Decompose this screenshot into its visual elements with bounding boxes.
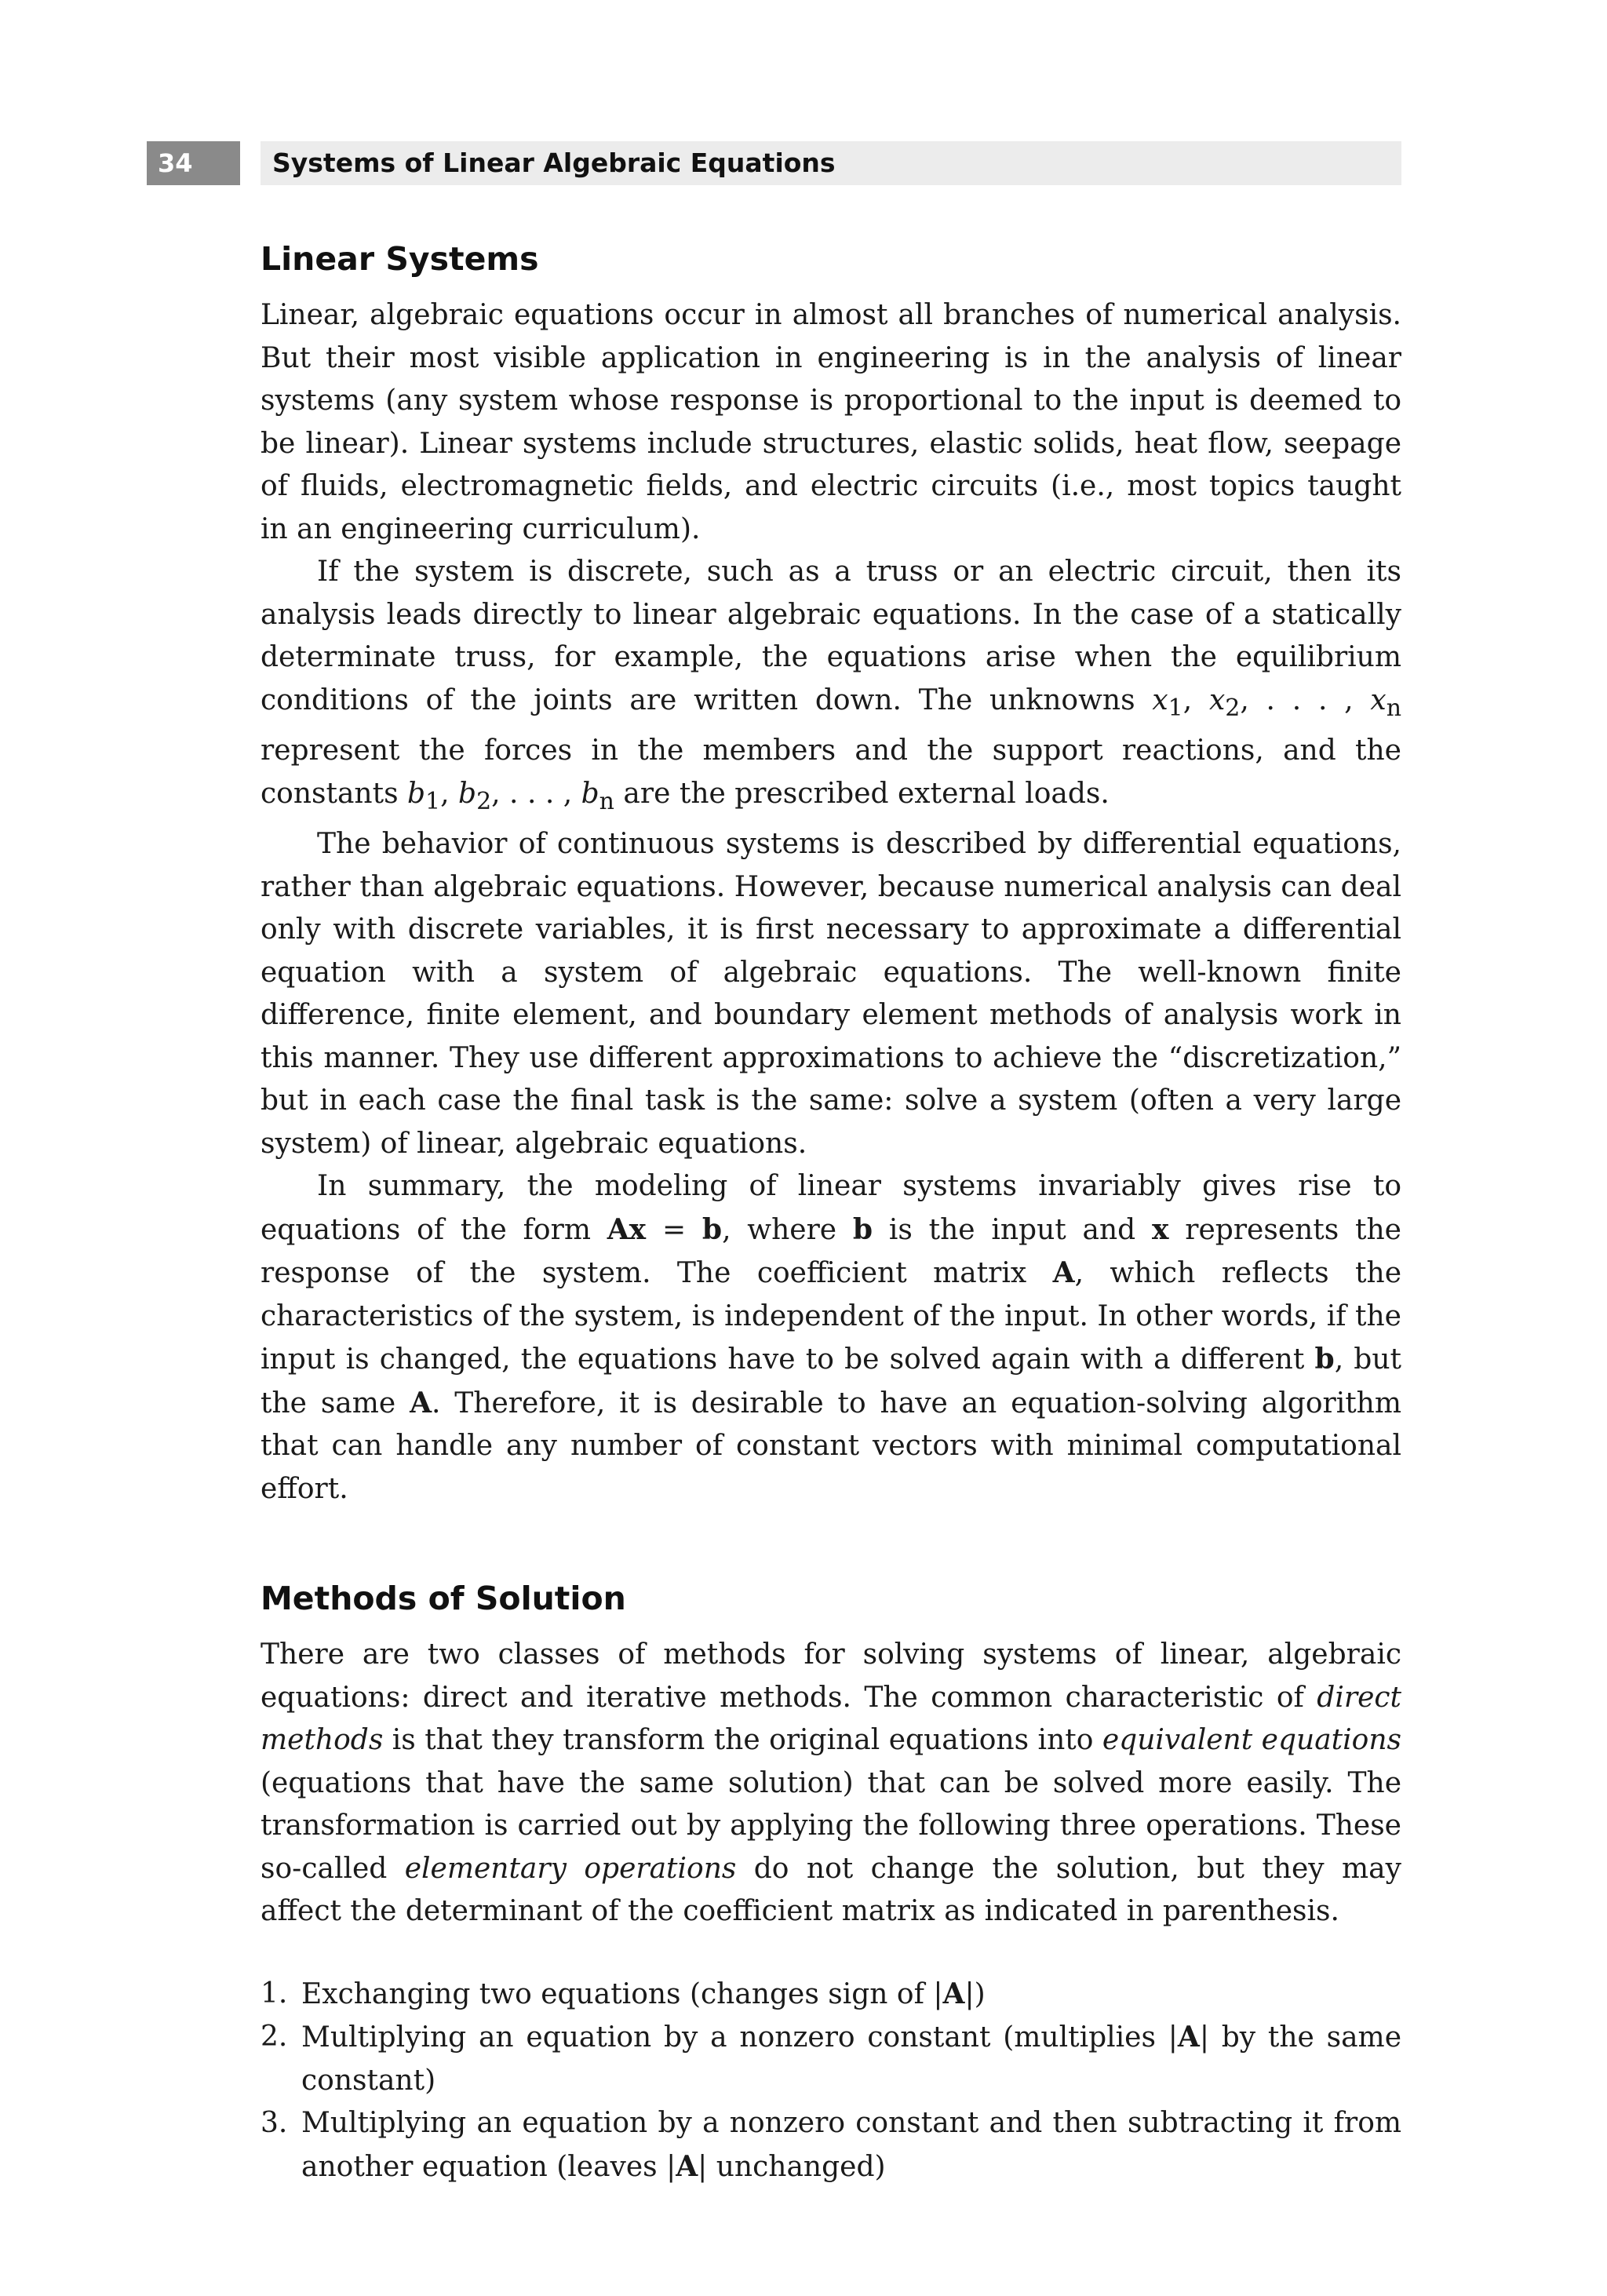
text-run: Exchanging two equations (changes sign of | — [301, 1977, 943, 2010]
math-bold: b — [701, 1212, 723, 1246]
text-run: , which reflects the characteristics of the system, is independent of the input. In other words, if the input is changed, the equations have to be solved again with a different — [261, 1257, 1401, 1376]
math-var: b — [407, 777, 426, 810]
math-bold: A — [1052, 1256, 1075, 1290]
list-number: 3. — [261, 2107, 288, 2140]
text-run: There are two classes of methods for solving systems of linear, algebraic equations: direct and iterative methods. The common characteristic of — [261, 1638, 1401, 1714]
math-sep: , — [440, 777, 459, 810]
math-sub: n — [599, 787, 614, 815]
paragraph-methods-intro — [261, 1634, 1401, 1933]
text-run: are the prescribed external loads. — [614, 777, 1110, 810]
paragraph-discrete-systems — [261, 551, 1401, 823]
section-heading-methods-of-solution: Methods of Solution — [261, 1580, 626, 1618]
math-bold: b — [852, 1212, 873, 1246]
text-run: , where — [722, 1213, 853, 1246]
text-run: Multiplying an equation by a nonzero constant and then subtracting it from another equation (leaves | — [301, 2107, 1401, 2183]
math-sub: 1 — [1168, 694, 1183, 722]
text-run: | unchanged) — [698, 2150, 886, 2183]
list-item — [261, 2016, 1401, 2102]
math-sub: 2 — [476, 787, 492, 815]
page-body — [261, 232, 1401, 2188]
math-sub: 2 — [1225, 694, 1241, 722]
math-bold: x — [1152, 1212, 1169, 1246]
section-heading-linear-systems: Linear Systems — [261, 240, 539, 278]
math-bold: A — [942, 1977, 965, 2010]
text-run: . Therefore, it is desirable to have an equation-solving algorithm that can handle any number of constant vectors with minimal computational effort. — [261, 1387, 1401, 1505]
math-var: x — [1370, 683, 1387, 716]
math-var: b — [581, 777, 599, 810]
text-run: represents the response of the system. The coefficient matrix — [261, 1213, 1401, 1290]
text-run: do not change the solution, but they may affect the determinant of the coefficient matrix as indicated in parenthesis. — [261, 1852, 1401, 1928]
math-bold: A — [676, 2149, 698, 2183]
math-ellipsis: , . . . , — [1240, 683, 1371, 716]
math-sub: 1 — [425, 787, 441, 815]
text-run: , but the same — [261, 1343, 1401, 1420]
list-item — [261, 2102, 1401, 2188]
text-run: represent the forces in the members and the support reactions, and the constants — [261, 734, 1401, 810]
math-bold: A — [1177, 2021, 1200, 2054]
list-number: 2. — [261, 2021, 288, 2054]
math-var: x — [1208, 683, 1226, 716]
math-eq: = — [646, 1213, 702, 1246]
text-run: |) — [964, 1977, 986, 2010]
emphasis: elementary operations — [404, 1852, 737, 1885]
math-var: b — [458, 777, 477, 810]
text-run: Multiplying an equation by a nonzero constant (multiplies | — [301, 2021, 1178, 2054]
emphasis: direct methods — [261, 1681, 1401, 1757]
list-item — [261, 1973, 1401, 2017]
emphasis: equivalent equations — [1102, 1724, 1401, 1757]
math-bold: Ax — [607, 1212, 647, 1246]
math-bold: b — [1314, 1343, 1335, 1376]
text-run: In summary, the modeling of linear systems invariably gives rise to equations of the form — [261, 1170, 1401, 1246]
math-bold: A — [410, 1386, 432, 1420]
math-var: x — [1152, 683, 1168, 716]
running-title: Systems of Linear Algebraic Equations — [261, 141, 1401, 185]
math-sep: , — [1182, 683, 1209, 716]
paragraph-continuous-systems: The behavior of continuous systems is described by differential equations, rather than algebraic equations. However, because numerical analysis can deal only with discrete variables, it is first necessary to approximate a differential equation with a system of algebraic equations. The well-known finite difference, finite element, and boundary element methods of analysis work in this manner. They use different approximations to achieve the “discretization,” but in each case the final task is the same: solve a system (often a very large system) of linear, algebraic equations. — [261, 828, 1401, 1160]
paragraph-summary — [261, 1165, 1401, 1511]
text-run: (equations that have the same solution) that can be solved more easily. The transformation is carried out by applying the following three operations. These so-called — [261, 1766, 1401, 1885]
math-ellipsis: , . . . , — [491, 777, 581, 810]
math-sub: n — [1386, 694, 1402, 722]
elementary-operations-list — [261, 1973, 1401, 2189]
text-run: | by the same constant) — [301, 2021, 1401, 2097]
paragraph-intro: Linear, algebraic equations occur in almost all branches of numerical analysis. But their most visible application in engineering is in the analysis of linear systems (any system whose response is proportional to the input is deemed to be linear). Linear systems include structures, elastic solids, heat flow, seepage of fluids, electromagnetic fields, and electric circuits (i.e., most topics taught in an engineering curriculum). — [261, 299, 1401, 545]
text-run: If the system is discrete, such as a truss or an electric circuit, then its analysis leads directly to linear algebraic equations. In the case of a statically determinate truss, for example, the equations arise when the equilibrium conditions of the joints are written down. The unknowns — [261, 556, 1401, 716]
text-run: is that they transform the original equations into — [383, 1724, 1102, 1757]
list-number: 1. — [261, 1977, 288, 2010]
text-run: is the input and — [873, 1213, 1153, 1246]
page-number: 34 — [147, 141, 240, 185]
